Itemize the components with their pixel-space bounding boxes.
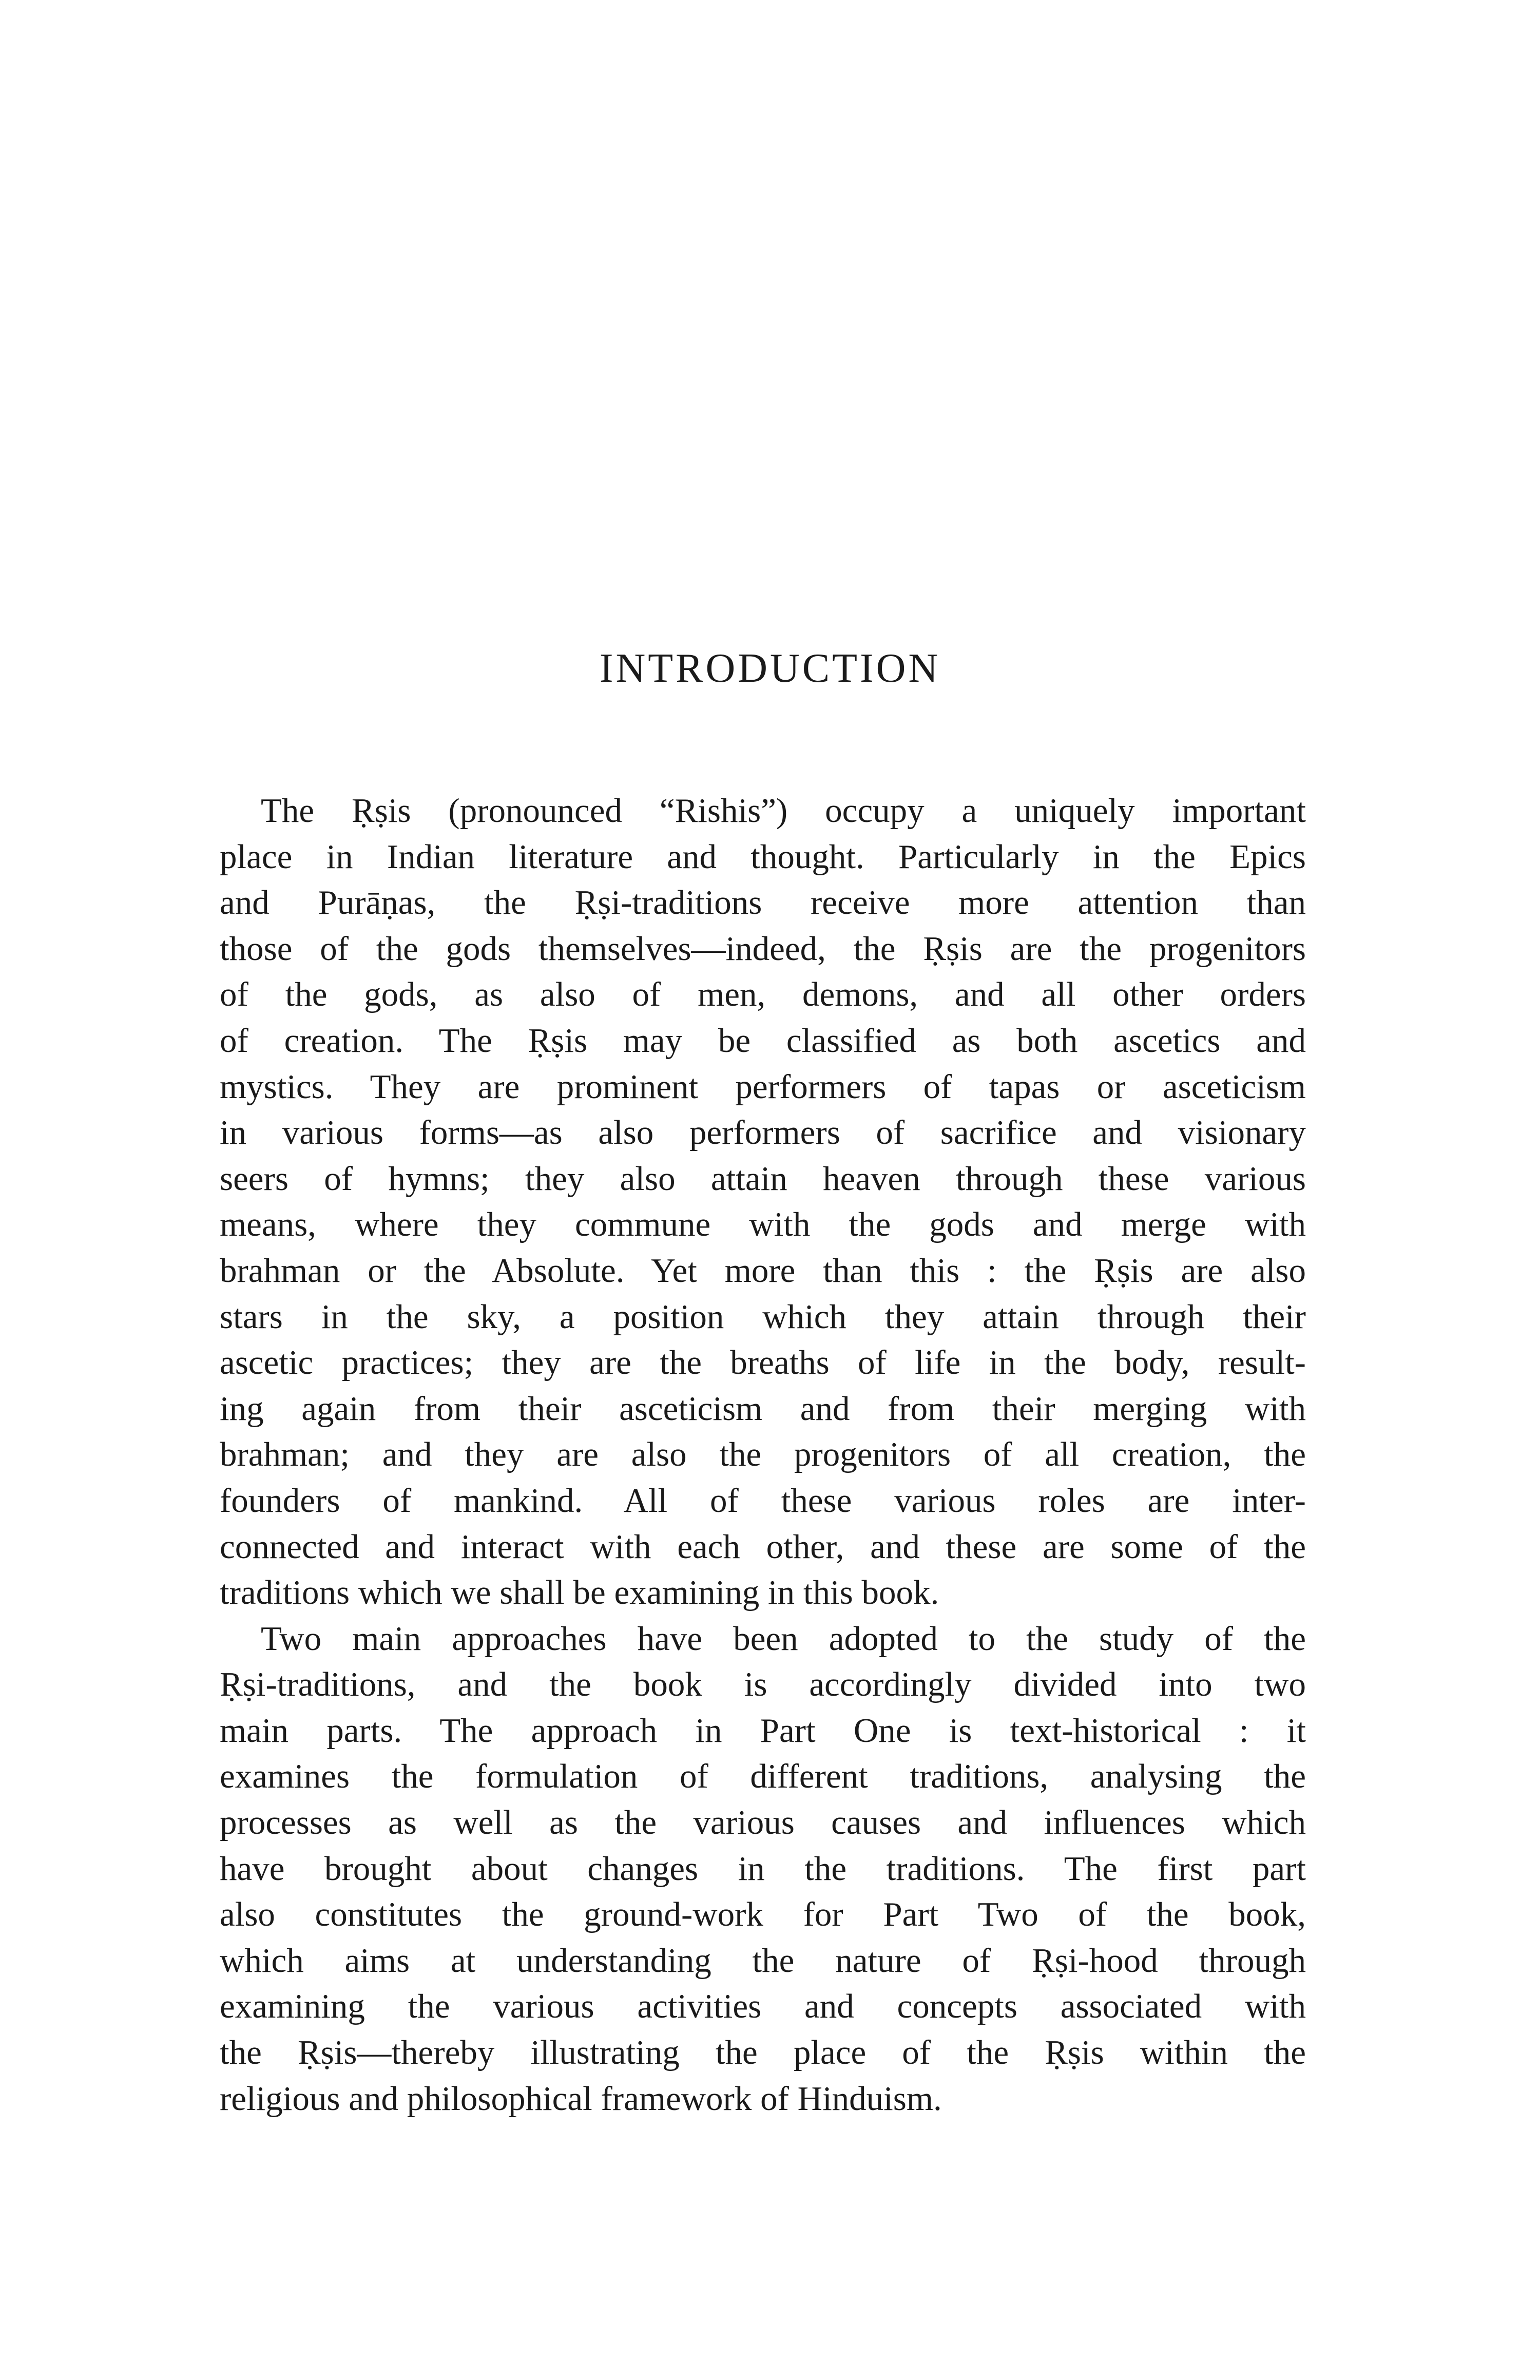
text-line: mystics. They are prominent performers of tapas or asceticism (220, 1067, 1306, 1106)
text-line: seers of hymns; they also attain heaven through these various (220, 1159, 1306, 1198)
text-line: which aims at understanding the nature of Ṛṣi-hood through (220, 1941, 1306, 1980)
chapter-heading: INTRODUCTION (599, 646, 941, 691)
text-line: founders of mankind. All of these various roles are inter- (220, 1481, 1306, 1520)
text-line: brahman; and they are also the progenitors of all creation, the (220, 1435, 1306, 1474)
text-line: in various forms—as also performers of sacrifice and visionary (220, 1114, 1306, 1152)
text-line: place in Indian literature and thought. Particularly in the Epics (220, 837, 1306, 876)
text-line: examining the various activities and concepts associated with (220, 1987, 1306, 2026)
body-text (220, 788, 1306, 2122)
text-line: also constitutes the ground-work for Part Two of the book, (220, 1895, 1306, 1934)
text-line: those of the gods themselves—indeed, the Ṛṣis are the progenitors (220, 929, 1306, 968)
text-line: stars in the sky, a position which they attain through their (220, 1297, 1306, 1336)
text-line: and Purāṇas, the Ṛṣi-traditions receive more attention than (220, 884, 1306, 922)
text-line: ing again from their asceticism and from their merging with (220, 1389, 1306, 1428)
text-line: processes as well as the various causes and influences which (220, 1803, 1306, 1842)
text-line: the Ṛṣis—thereby illustrating the place of the Ṛṣis within the (220, 2033, 1306, 2072)
text-line: of the gods, as also of men, demons, and all other orders (220, 975, 1306, 1014)
text-line: main parts. The approach in Part One is text-historical : it (220, 1711, 1306, 1750)
text-line: connected and interact with each other, and these are some of the (220, 1527, 1306, 1566)
text-line: means, where they commune with the gods and merge with (220, 1205, 1306, 1244)
text-line: have brought about changes in the traditions. The first part (220, 1849, 1306, 1888)
text-line: Two main approaches have been adopted to the study of the (261, 1619, 1306, 1658)
text-line: examines the formulation of different traditions, analysing the (220, 1757, 1306, 1796)
text-line: brahman or the Absolute. Yet more than this : the Ṛṣis are also (220, 1251, 1306, 1290)
text-line: religious and philosophical framework of Hinduism. (220, 2079, 942, 2118)
text-line: The Ṛṣis (pronounced “Rishis”) occupy a uniquely important (261, 792, 1306, 830)
text-line: of creation. The Ṛṣis may be classified as both ascetics and (220, 1021, 1306, 1060)
text-line: ascetic practices; they are the breaths of life in the body, result- (220, 1343, 1306, 1382)
text-line: Ṛṣi-traditions, and the book is accordingly divided into two (220, 1665, 1306, 1704)
text-line: traditions which we shall be examining in this book. (220, 1573, 939, 1612)
